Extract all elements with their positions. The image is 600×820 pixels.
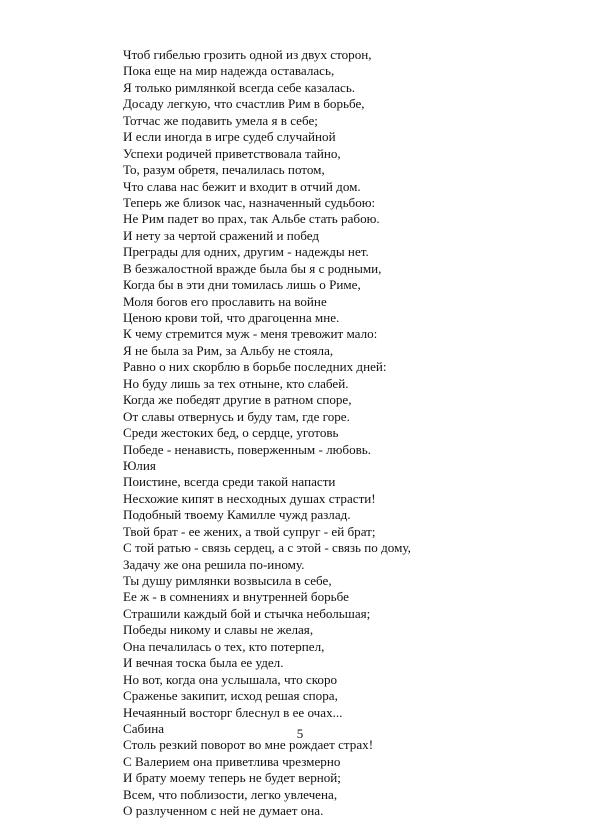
text-line: Страшили каждый бой и стычка небольшая; — [123, 605, 371, 621]
text-line: Победы никому и славы не желая, — [123, 622, 314, 638]
text-line: От славы отвернусь и буду там, где горе. — [123, 408, 350, 424]
page-number: 5 — [296, 726, 304, 741]
text-line: Твой брат - ее жених, а твой супруг - ей брат; — [123, 523, 376, 539]
text-line: Задачу же она решила по-иному. — [123, 556, 305, 572]
text-line: О разлученном с ней не думает она. — [123, 803, 324, 819]
text-line: Несхожие кипят в несходных душах страсти! — [123, 490, 376, 506]
text-line: Равно о них скорблю в борьбе последних дней: — [123, 359, 387, 375]
text-line: Пока еще на мир надежда оставалась, — [123, 63, 335, 79]
text-line: Но буду лишь за тех отныне, кто слабей. — [123, 375, 349, 391]
text-line: Теперь же близок час, назначенный судьбою: — [123, 194, 376, 210]
text-line: Среди жестоких бед, о сердце, уготовь — [123, 425, 339, 441]
text-line: К чему стремится муж - меня тревожит мало: — [123, 326, 378, 342]
text-line: В безжалостной вражде была бы я с родными, — [123, 260, 382, 276]
text-line: Но вот, когда она услышала, что скоро — [123, 671, 338, 687]
text-line: Столь резкий поворот во мне рождает страх! — [123, 737, 374, 753]
text-line: И брату моему теперь не будет верной; — [123, 770, 341, 786]
text-line: Когда же победят другие в ратном споре, — [123, 392, 352, 408]
text-line: Юлия — [123, 457, 156, 473]
text-line: С Валерием она приветлива чрезмерно — [123, 753, 341, 769]
text-line: Я только римлянкой всегда себе казалась. — [123, 79, 356, 95]
text-line: Ценою крови той, что драгоценна мне. — [123, 310, 340, 325]
text-line: Она печалилась о тех, кто потерпел, — [123, 638, 325, 654]
text-line: Победе - ненависть, поверженным - любовь. — [123, 441, 372, 457]
text-line: Тотчас же подавить умела я в себе; — [123, 112, 318, 128]
text-line: Ее ж - в сомнениях и внутренней борьбе — [123, 589, 349, 605]
text-line: Моля богов его прославить на войне — [123, 293, 327, 309]
text-line: Сабина — [123, 720, 165, 736]
text-line: Преграды для одних, другим - надежды нет. — [123, 244, 369, 260]
text-line: Нечаянный восторг блеснул в ее очах... — [123, 704, 343, 720]
text-line: Поистине, всегда среди такой напасти — [123, 474, 336, 490]
text-line: И нету за чертой сражений и побед — [123, 227, 320, 243]
text-line: С той ратью - связь сердец, а с этой - связь по дому, — [123, 540, 411, 556]
text-line: Что слава нас бежит и входит в отчий дом. — [123, 178, 361, 194]
text-line: Подобный твоему Камилле чужд разлад. — [123, 507, 351, 523]
text-line: Ты душу римлянки возвысила в себе, — [123, 573, 332, 588]
text-line: И если иногда в игре судеб случайной — [123, 129, 336, 145]
text-line: Чтоб гибелью грозить одной из двух сторон, — [123, 47, 372, 62]
text-line: Успехи родичей приветствовала тайно, — [123, 145, 341, 161]
text-line: И вечная тоска была ее удел. — [123, 655, 284, 671]
text-line: Сраженье закипит, исход решая спора, — [123, 688, 338, 704]
text-line: Я не была за Рим, за Альбу не стояла, — [123, 342, 334, 358]
text-line: Не Рим падет во прах, так Альбе стать рабою. — [123, 211, 380, 227]
text-line: То, разум обретя, печалилась потом, — [123, 162, 325, 178]
poem-text — [123, 47, 563, 820]
text-line: Всем, что поблизости, легко увлечена, — [123, 786, 338, 802]
text-line: Когда бы в эти дни томилась лишь о Риме, — [123, 277, 361, 293]
text-line: Досаду легкую, что счастлив Рим в борьбе, — [123, 96, 365, 112]
